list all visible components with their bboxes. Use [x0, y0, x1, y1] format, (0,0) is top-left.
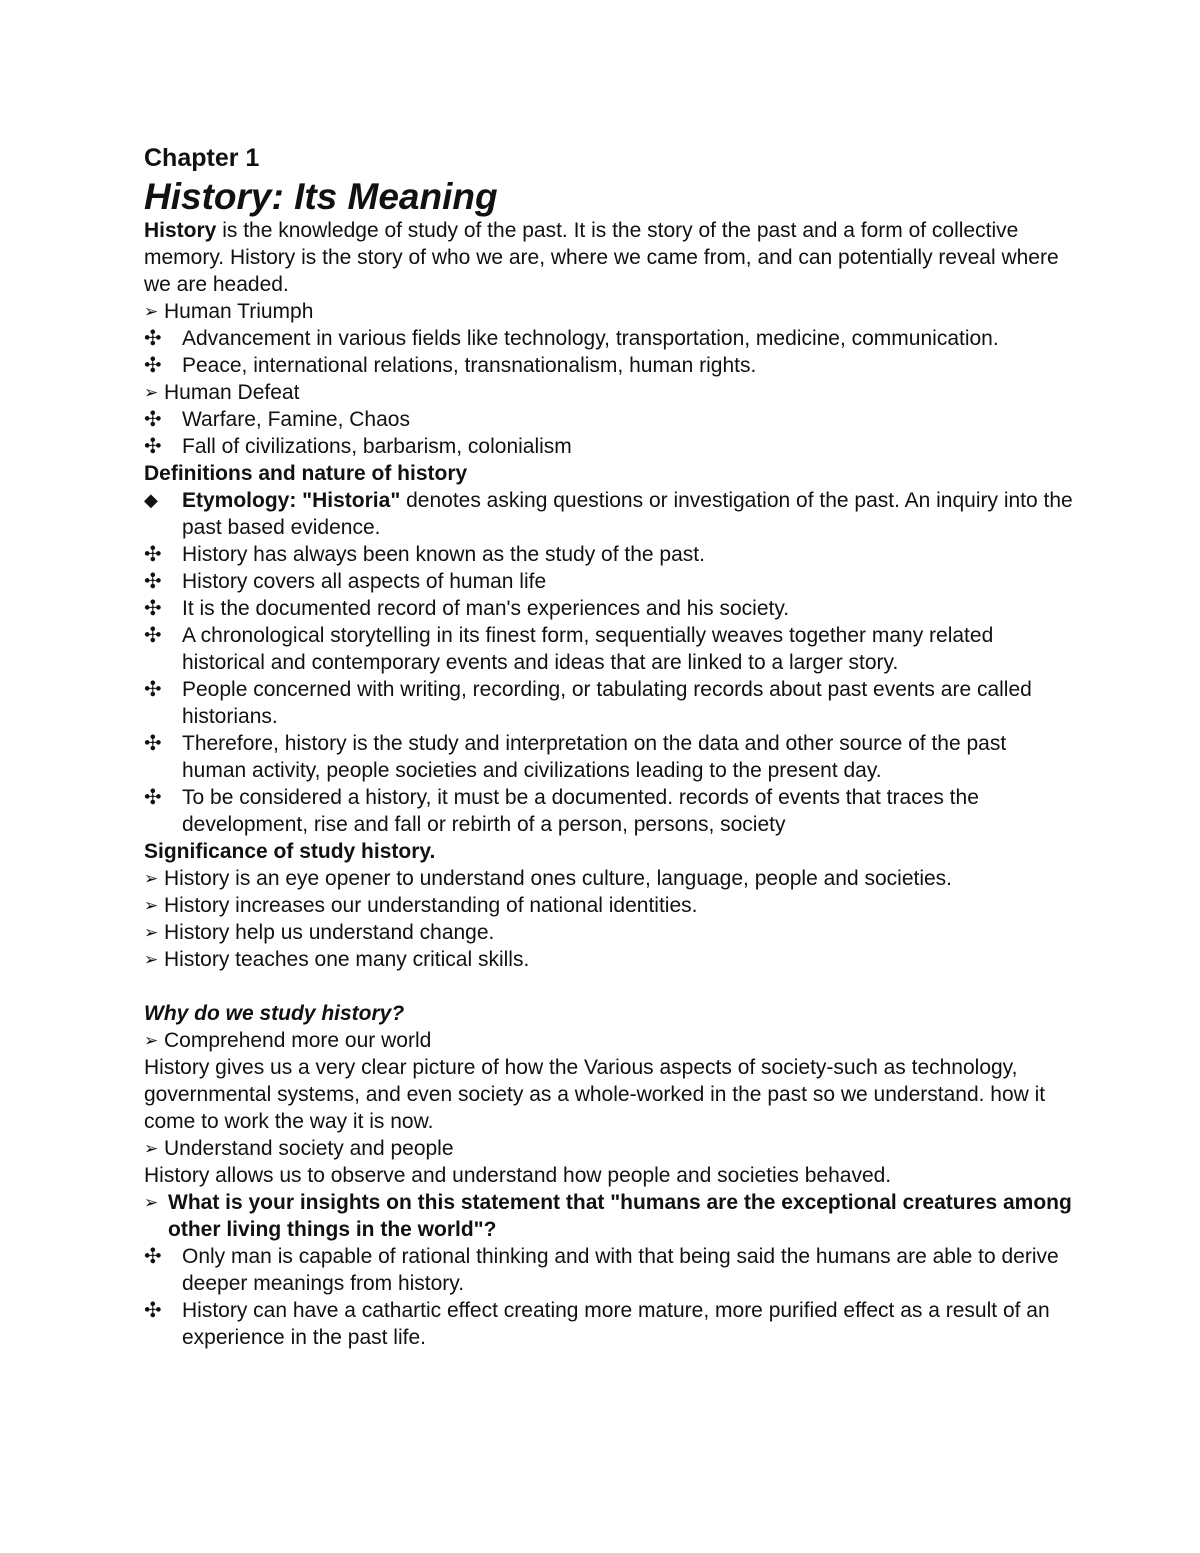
arrow-bullet-icon: ➢: [144, 923, 159, 942]
list-item: ➢ History help us understand change.: [144, 921, 495, 944]
star-bullet-icon: ✣: [144, 678, 162, 701]
list-item: ✣ It is the documented record of man's experiences and his society.: [144, 597, 790, 620]
question-item: ➢ What is your insights on this statement that "humans are the exceptional creatures among other living things in the world"?: [144, 1191, 1072, 1241]
star-bullet-icon: ✣: [144, 543, 162, 566]
arrow-bullet-icon: ➢: [144, 896, 159, 915]
star-bullet-icon: ✣: [144, 570, 162, 593]
list-item: ✣ Fall of civilizations, barbarism, colonialism: [144, 435, 572, 458]
star-bullet-icon: ✣: [144, 1299, 162, 1322]
reason-paragraph: History allows us to observe and understand how people and societies behaved.: [144, 1164, 892, 1187]
list-item: ✣ Warfare, Famine, Chaos: [144, 408, 410, 431]
significance-heading: Significance of study history.: [144, 840, 436, 863]
list-item: ➢ History increases our understanding of national identities.: [144, 894, 698, 917]
page-title: History: Its Meaning: [144, 176, 498, 217]
list-item: ✣ Therefore, history is the study and interpretation on the data and other source of the past human activity, people societies and civilizations leading to the present day.: [144, 732, 1007, 782]
star-bullet-icon: ✣: [144, 732, 162, 755]
list-item: ✣ History can have a cathartic effect creating more mature, more purified effect as a result of an experience in the past life.: [144, 1299, 1050, 1349]
arrow-bullet-icon: ➢: [144, 950, 159, 969]
list-item: ✣ History has always been known as the study of the past.: [144, 543, 705, 566]
reason-heading: ➢ Understand society and people: [144, 1137, 454, 1160]
spacer: [144, 973, 1074, 1000]
star-bullet-icon: ✣: [144, 408, 162, 431]
etymology-item: ◆ Etymology: "Historia" denotes asking questions or investigation of the past. An inquiry into the past based evidence.: [144, 489, 1073, 539]
reason-paragraph: History gives us a very clear picture of how the Various aspects of society-such as technology, governmental systems, and even society as a whole-worked in the past so we understand. how it come to work the way it is now.: [144, 1056, 1046, 1133]
chapter-label: Chapter 1: [144, 144, 260, 172]
star-bullet-icon: ✣: [144, 435, 162, 458]
triumph-heading: ➢ Human Triumph: [144, 300, 314, 323]
list-item: ✣ To be considered a history, it must be a documented. records of events that traces the development, rise and fall or rebirth of a person, persons, society: [144, 786, 979, 836]
list-item: ✣ People concerned with writing, recording, or tabulating records about past events are called historians.: [144, 678, 1032, 728]
star-bullet-icon: ✣: [144, 354, 162, 377]
star-bullet-icon: ✣: [144, 327, 162, 350]
star-bullet-icon: ✣: [144, 1245, 162, 1268]
arrow-bullet-icon: ➢: [144, 1139, 159, 1158]
list-item: ➢ History teaches one many critical skills.: [144, 948, 530, 971]
intro-text: is the knowledge of study of the past. It is the story of the past and a form of collective memory. History is the story of who we are, where we came from, and can potentially reveal where we are headed.: [144, 219, 1059, 296]
list-item: ✣ A chronological storytelling in its finest form, sequentially weaves together many related historical and contemporary events and ideas that are linked to a larger story.: [144, 624, 994, 674]
defeat-heading: ➢ Human Defeat: [144, 381, 300, 404]
star-bullet-icon: ✣: [144, 624, 162, 647]
arrow-bullet-icon: ➢: [144, 383, 159, 402]
intro-term: History: [144, 219, 217, 242]
reason-heading: ➢ Comprehend more our world: [144, 1029, 432, 1052]
etymology-label: Etymology: "Historia": [182, 489, 401, 512]
intro-paragraph: [144, 217, 1074, 298]
arrow-bullet-icon: ➢: [144, 302, 159, 321]
star-bullet-icon: ✣: [144, 597, 162, 620]
document-content: [144, 141, 1074, 1351]
arrow-bullet-icon: ➢: [144, 1193, 159, 1212]
star-bullet-icon: ✣: [144, 786, 162, 809]
definitions-heading: Definitions and nature of history: [144, 462, 468, 485]
list-item: ✣ Advancement in various fields like technology, transportation, medicine, communication.: [144, 327, 999, 350]
arrow-bullet-icon: ➢: [144, 1031, 159, 1050]
list-item: ➢ History is an eye opener to understand ones culture, language, people and societies.: [144, 867, 953, 890]
why-heading: Why do we study history?: [144, 1002, 405, 1025]
list-item: ✣ Only man is capable of rational thinking and with that being said the humans are able to derive deeper meanings from history.: [144, 1245, 1059, 1295]
arrow-bullet-icon: ➢: [144, 869, 159, 888]
diamond-bullet-icon: ◆: [144, 490, 158, 510]
list-item: ✣ Peace, international relations, transnationalism, human rights.: [144, 354, 757, 377]
list-item: ✣ History covers all aspects of human life: [144, 570, 547, 593]
